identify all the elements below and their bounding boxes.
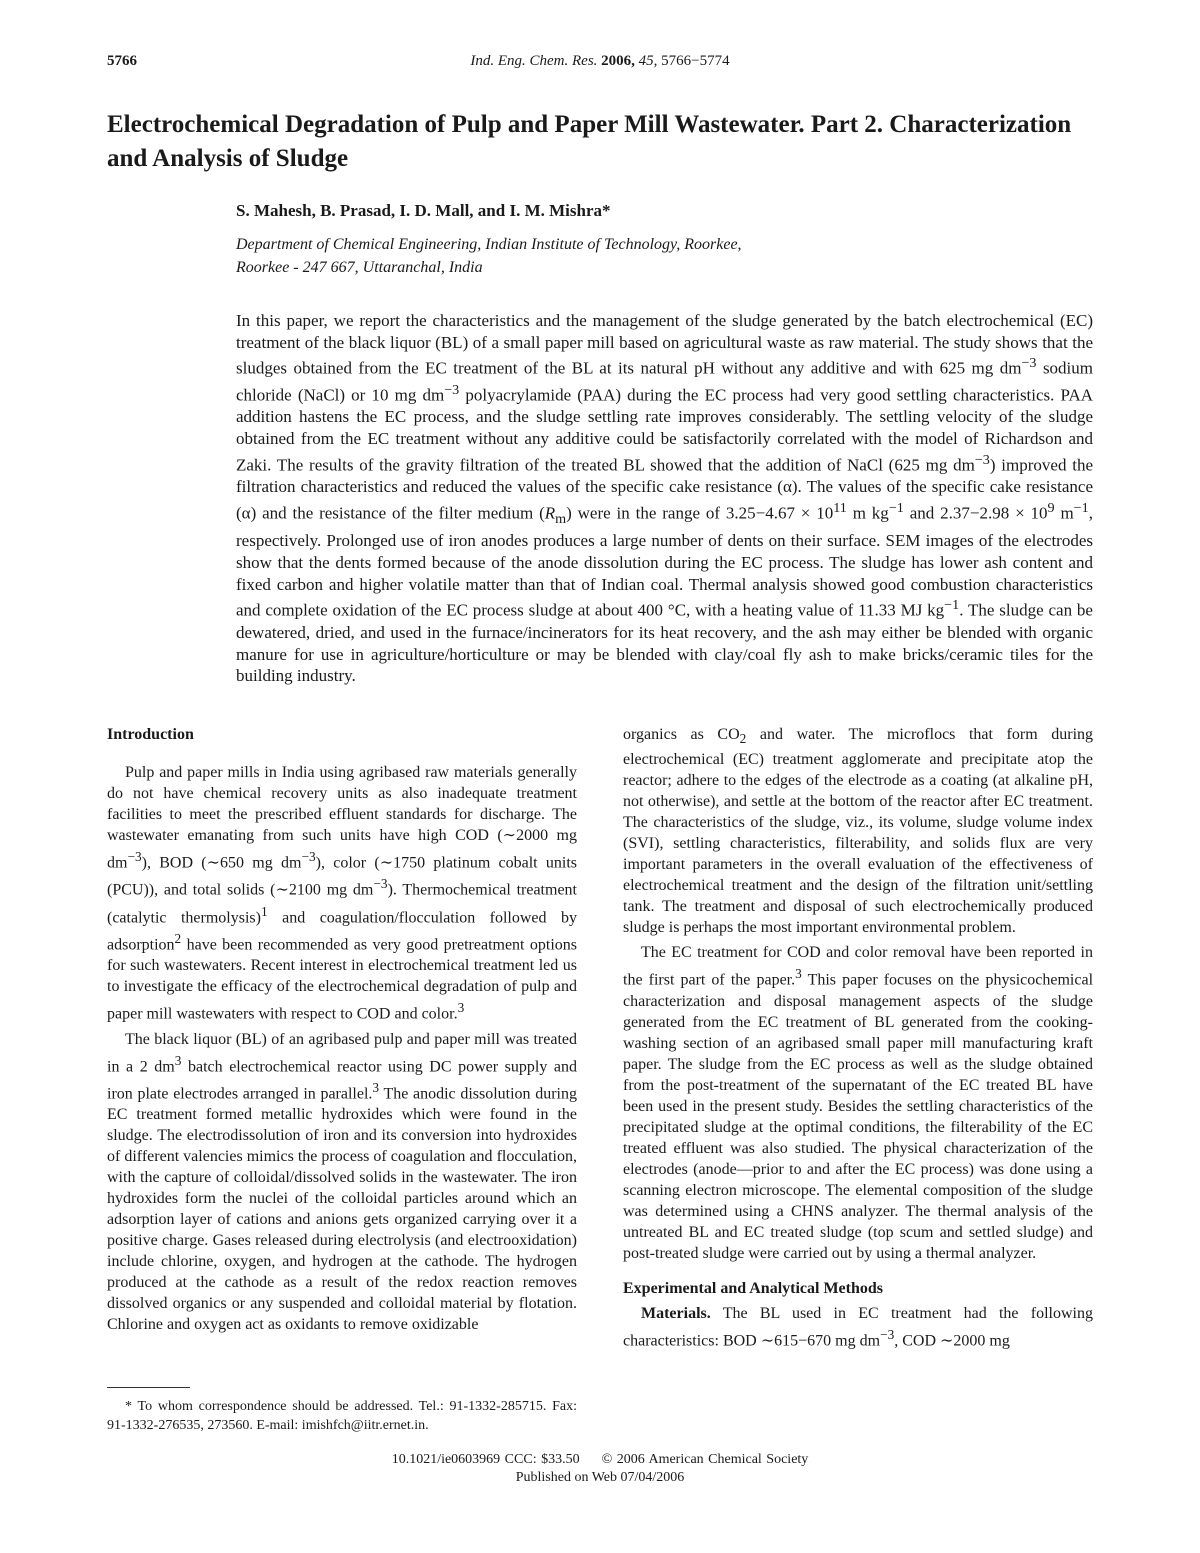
abstract-span: sodium chloride (NaCl) or 10 mg dm xyxy=(236,359,1094,405)
text-span: batch electrochemical reactor using DC power supply and iron plate electrodes arranged in parallel. xyxy=(107,1057,577,1103)
left-column xyxy=(107,724,577,1335)
text-span: Pulp and paper mills in India using agribased raw materials generally do not have chemical recovery units as also inadequate treatment facilities to meet the prescribed effluent standards for discharge. The wastewater emanating from such units have high COD (∼2000 mg dm xyxy=(107,764,577,872)
text-span: have been recommended as very good pretreatment options for such wastewaters. Recent interest in electrochemical treatment led us to investigate the efficacy of the electrochemical degradation of pulp and paper mill wastewaters with respect to COD and color. xyxy=(107,936,577,1023)
superscript: −1 xyxy=(888,499,904,516)
superscript: −3 xyxy=(444,381,460,398)
superscript: 9 xyxy=(1047,499,1055,516)
superscript: −1 xyxy=(1073,499,1089,516)
intro-paragraph-1 xyxy=(107,762,577,1025)
text-span: and water. The microflocs that form during electrochemical (EC) treatment agglomerate and precipitate atop the reactor; adhere to the edges of the electrode as a coating (at alkaline pH, not otherwise), and settle at the bottom of the reactor after EC treatment. The characteristics of the sludge, viz., its volume, sludge volume index (SVI), settling characteristics, filterability, and solids flux are very important parameters in the overall evaluation of the effectiveness of electrochemical treatment and the design of the filtration unit/settling tank. The treatment and disposal of such electrochemically produced sludge is perhaps the most important environmental problem. xyxy=(623,726,1094,937)
affiliation-line-2: Roorkee - 247 667, Uttaranchal, India xyxy=(236,259,483,276)
abstract xyxy=(236,310,1093,687)
text-span: The EC treatment for COD and color removal have been reported in the first part of the paper. xyxy=(623,944,1093,989)
journal-year: 2006, xyxy=(601,53,635,69)
journal-volume: 45, xyxy=(638,53,658,69)
abstract-span: ) improved the filtration characteristics and reduced the values of the specific cake resistance (α). The values of the specific cake resistance (α) and the resistance of the filter medium ( xyxy=(236,455,1093,523)
run-in-heading: Materials. xyxy=(641,1304,711,1322)
text-span: organics as CO xyxy=(623,726,740,743)
text-span: ), color (∼1750 platinum cobalt units (PCU)), and total solids (∼2100 mg dm xyxy=(107,854,578,899)
abstract-span: , respectively. Prolonged use of iron anodes produces a large number of dents on their surface. SEM images of the electrodes show that the dents formed because of the anode dissolution during the EC process. The sludge has lower ash content and fixed carbon and higher volatile matter than that of Indian coal. Thermal analysis showed good combustion characteristics and complete oxidation of the EC process sludge at about 400 °C, with a heating value of 11.33 MJ kg xyxy=(236,503,1093,621)
section-heading-introduction: Introduction xyxy=(107,726,194,743)
abstract-span: m kg xyxy=(846,503,889,523)
footer-line xyxy=(0,1452,1200,1468)
superscript: −3 xyxy=(1021,355,1037,372)
superscript: −1 xyxy=(944,597,960,614)
text-span: , COD ∼2000 mg xyxy=(894,1331,1010,1349)
materials-paragraph xyxy=(623,1303,1093,1351)
superscript: 3 xyxy=(174,1052,182,1068)
copyright: © 2006 American Chemical Society xyxy=(601,1452,809,1467)
author-list: S. Mahesh, B. Prasad, I. D. Mall, and I. M. Mishra* xyxy=(236,201,611,220)
citation-ref[interactable]: 3 xyxy=(457,1000,465,1016)
journal-name: Ind. Eng. Chem. Res. xyxy=(470,53,598,69)
symbol-italic: R xyxy=(544,503,556,523)
citation-ref[interactable]: 3 xyxy=(372,1079,380,1095)
text-span: ). Thermochemical treatment (catalytic thermolysis) xyxy=(107,881,577,926)
right-paragraph-2 xyxy=(623,942,1093,1263)
abstract-text xyxy=(236,310,1093,687)
footnote-rule xyxy=(107,1387,190,1388)
doi-ccc[interactable]: 10.1021/ie0603969 CCC: $33.50 xyxy=(391,1452,580,1467)
citation-ref[interactable]: 2 xyxy=(174,930,182,946)
text-span: The anodic dissolution during EC treatment formed metallic hydroxides which were found in the sludge. The electrodissolution of iron and its conversion into hydroxides of different valencies mimics the process of coagulation and flocculation, with the capture of colloidal/dissolved solids in the wastewater. The iron hydroxides form the nuclei of the colloidal particles around which an adsorption layer of cations and anions gets organized carrying over it a positive charge. Gases released during electrolysis (and electrooxidation) include chlorine, oxygen, and hydrogen at the cathode. The hydrogen produced at the cathode as a result of the redox reaction removes dissolved organics or any suspended and colloidal material by flotation. Chlorine and oxygen act as oxidants to remove oxidizable xyxy=(107,1085,577,1334)
affiliation xyxy=(236,233,1096,279)
abstract-span: In this paper, we report the characteristics and the management of the sludge generated by the batch electrochemical (EC) treatment of the black liquor (BL) of a small paper mill based on agricultural waste as raw material. The study shows that the sludges obtained from the EC treatment of the BL at its natural pH without any additive and with 625 mg dm xyxy=(236,311,1093,379)
page-number: 5766 xyxy=(107,53,137,69)
intro-paragraph-2 xyxy=(107,1029,577,1336)
text-span: The black liquor (BL) of an agribased pulp and paper mill was treated in a 2 dm xyxy=(107,1030,577,1075)
superscript: −3 xyxy=(974,451,990,468)
abstract-span: . The sludge can be dewatered, dried, and used in the furnace/incinerators for its heat recovery, and the ash may either be blended with organic manure for use in agriculture/horticulture or may be blended with clay/coal fly ash to make bricks/ceramic tiles for the building industry. xyxy=(236,601,1093,686)
subscript: m xyxy=(555,510,567,527)
superscript: 11 xyxy=(833,499,847,516)
subscript: 2 xyxy=(739,731,747,747)
section-heading-methods: Experimental and Analytical Methods xyxy=(623,1279,884,1297)
superscript: −3 xyxy=(301,849,316,864)
superscript: −3 xyxy=(880,1326,895,1342)
superscript: −3 xyxy=(373,876,388,892)
abstract-span: and 2.37−2.98 × 10 xyxy=(903,503,1048,523)
affiliation-line-1: Department of Chemical Engineering, Indian Institute of Technology, Roorkee, xyxy=(236,236,742,253)
text-span: ), BOD (∼650 mg dm xyxy=(141,854,302,872)
running-header xyxy=(0,53,1200,70)
article-title: Electrochemical Degradation of Pulp and Paper Mill Wastewater. Part 2. Characterization and Analysis of Sludge xyxy=(107,111,1072,172)
correspondence-footnote: * To whom correspondence should be addressed. Tel.: 91-1332-285715. Fax: 91-1332-276535, 273560. E-mail: imishfch@iitr.ernet.in. xyxy=(107,1399,577,1433)
citation-ref[interactable]: 3 xyxy=(795,966,802,982)
citation-ref[interactable]: 1 xyxy=(260,903,268,919)
published-date: Published on Web 07/04/2006 xyxy=(515,1470,685,1485)
abstract-span: ) were in the range of 3.25−4.67 × 10 xyxy=(566,503,834,523)
right-paragraph-1 xyxy=(623,724,1093,938)
text-span: and coagulation/flocculation followed by adsorption xyxy=(107,908,577,954)
right-column xyxy=(623,724,1093,1351)
abstract-span: polyacrylamide (PAA) during the EC process had very good settling characteristics. PAA addition hastens the EC process, and the sludge settling rate improves considerably. The settling velocity of the sludge obtained from the EC treatment without any additive could be satisfactorily correlated with the model of Richardson and Zaki. The results of the gravity filtration of the treated BL showed that the addition of NaCl (625 mg dm xyxy=(236,385,1093,475)
abstract-span: m xyxy=(1054,503,1074,523)
superscript: −3 xyxy=(127,849,142,864)
text-span: This paper focuses on the physicochemical characterization and disposal management aspects of the sludge generated from the EC treatment of BL generated from the cooking-washing section of an agribased small paper mill manufacturing kraft paper. The sludge from the EC process as well as the sludge obtained from the post-treatment of the supernatant of the EC treated BL have been used in the present study. Besides the settling characteristics of the precipitated sludge at the optimal conditions, the filterability of the EC treated effluent was also studied. The physical characterization of the electrodes (anode—prior to and after the EC process) was done using a scanning electron microscope. The elemental composition of the sludge was determined using a CHNS analyzer. The thermal analysis of the untreated BL and EC treated sludge (top scum and settled sludge) and post-treated sludge were carried out by using a thermal analyzer. xyxy=(623,971,1094,1262)
text-span: The BL used in EC treatment had the following characteristics: BOD ∼615−670 mg dm xyxy=(623,1304,1093,1349)
journal-pages: 5766−5774 xyxy=(661,53,730,69)
